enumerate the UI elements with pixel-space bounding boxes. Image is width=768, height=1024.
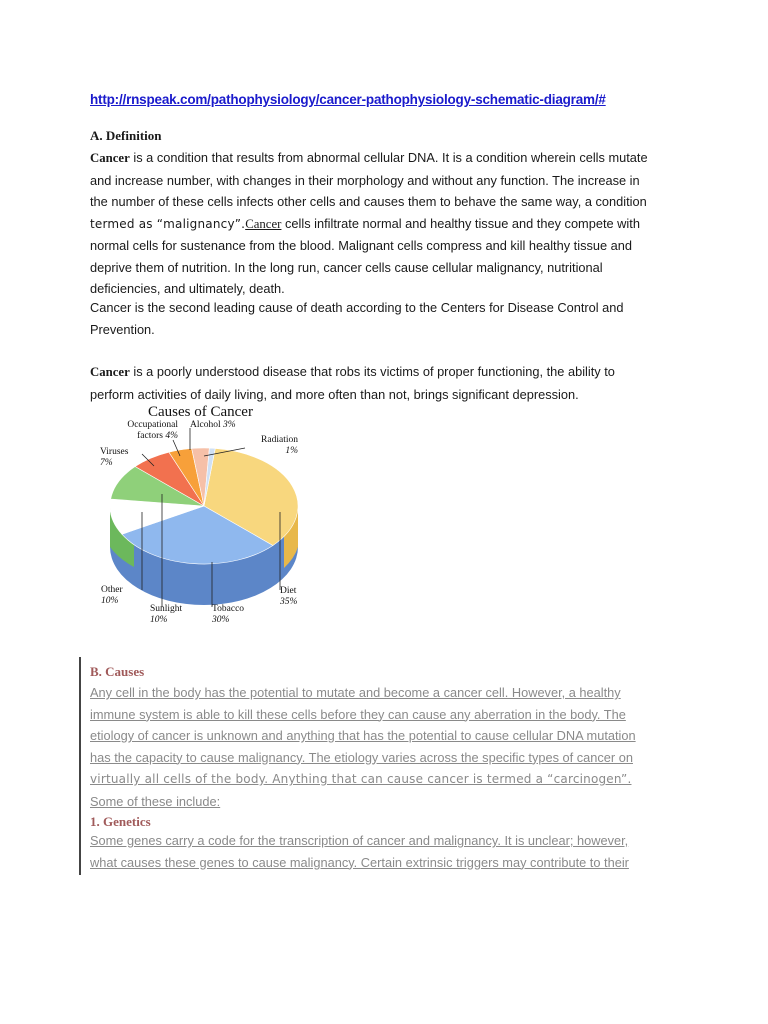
section-b-heading: B. Causes [90,664,145,679]
chart-title: Causes of Cancer [148,404,253,420]
genetics-paragraph: Some genes carry a code for the transcription of cancer and malignancy. It is unclear; however, what causes these genes to cause malignancy. Certain extrinsic triggers may contribute to their [90,833,629,870]
sunlight-pct: 10% [150,615,168,625]
label-viruses [100,447,128,469]
poorly-understood-paragraph [90,361,650,405]
alcohol-name: Alcohol [190,420,221,430]
label-occupational [118,420,178,442]
occupational-line1: Occupational [127,420,178,430]
cancer-term: Cancer [90,151,130,165]
cancer-term-2: Cancer [90,365,130,379]
definition-text-2: termed as “malignancy”. [90,216,246,231]
poorly-understood-text: is a poorly understood disease that robs its victims of proper functioning, the ability to perform activities of daily living, and more often than not, brings significant depression. [90,364,615,402]
causes-text-2: virtually all cells of the body. Anything that can cause cancer is termed a “carcinogen”. [90,772,632,786]
label-other [101,585,123,607]
viruses-pct: 7% [100,458,113,468]
definition-paragraph [90,147,650,300]
viruses-name: Viruses [100,447,129,457]
genetics-heading: 1. Genetics [90,814,151,829]
sunlight-name: Sunlight [150,604,183,614]
alcohol-pct: 3% [222,420,236,430]
occupational-pct: 4% [165,431,178,441]
cancer-underlined-term: Cancer [245,216,282,231]
other-pct: 10% [101,596,119,606]
label-diet [280,586,297,608]
revision-bar [79,657,81,875]
radiation-pct: 1% [285,446,298,456]
label-alcohol [190,420,236,431]
causes-text-3: Some of these include: [90,793,221,809]
source-link[interactable]: http://rnspeak.com/pathophysiology/cancer-pathophysiology-schematic-diagram/# [90,92,606,107]
tobacco-name: Tobacco [212,604,245,614]
pie-top [110,448,298,564]
label-tobacco [212,604,244,626]
causes-paragraph [90,682,655,812]
label-radiation [246,435,298,457]
radiation-name: Radiation [261,435,298,445]
label-sunlight [150,604,182,626]
diet-name: Diet [280,586,297,596]
other-name: Other [101,585,123,595]
causes-text-1: Any cell in the body has the potential to mutate and become a cancer cell. However, a healthy immune system is able to kill these cells before they can cause any aberration in the body. The etiology of cancer is unknown and anything that has the potential to cause cellular DNA mutation has the capacity to cause malignancy. The etiology varies across the specific types of cancer on [90,685,636,765]
definition-text-1: is a condition that results from abnormal cellular DNA. It is a condition wherein cells mutate and increase number, with changes in their morphology and without any function. The increase in the number of these cells infects other cells and causes them to behave the same way, a condition [90,150,648,209]
causes-pie-chart [100,402,324,634]
tobacco-pct: 30% [212,615,230,625]
section-a-heading: A. Definition [90,128,162,143]
diet-pct: 35% [280,597,298,607]
occupational-line2: factors [137,431,163,441]
definition-text-3: cells infiltrate normal and healthy tissue and they compete with normal cells for sustenance from the blood. Malignant cells compress and kill healthy tissue and deprive them of nutrition. In the long run, cancer cells cause cellular malignancy, nutritional deficiencies, and ultimately, death. [90,215,640,296]
section-b [90,664,655,873]
cdc-paragraph: Cancer is the second leading cause of death according to the Centers for Disease Control and Prevention. [90,300,624,337]
